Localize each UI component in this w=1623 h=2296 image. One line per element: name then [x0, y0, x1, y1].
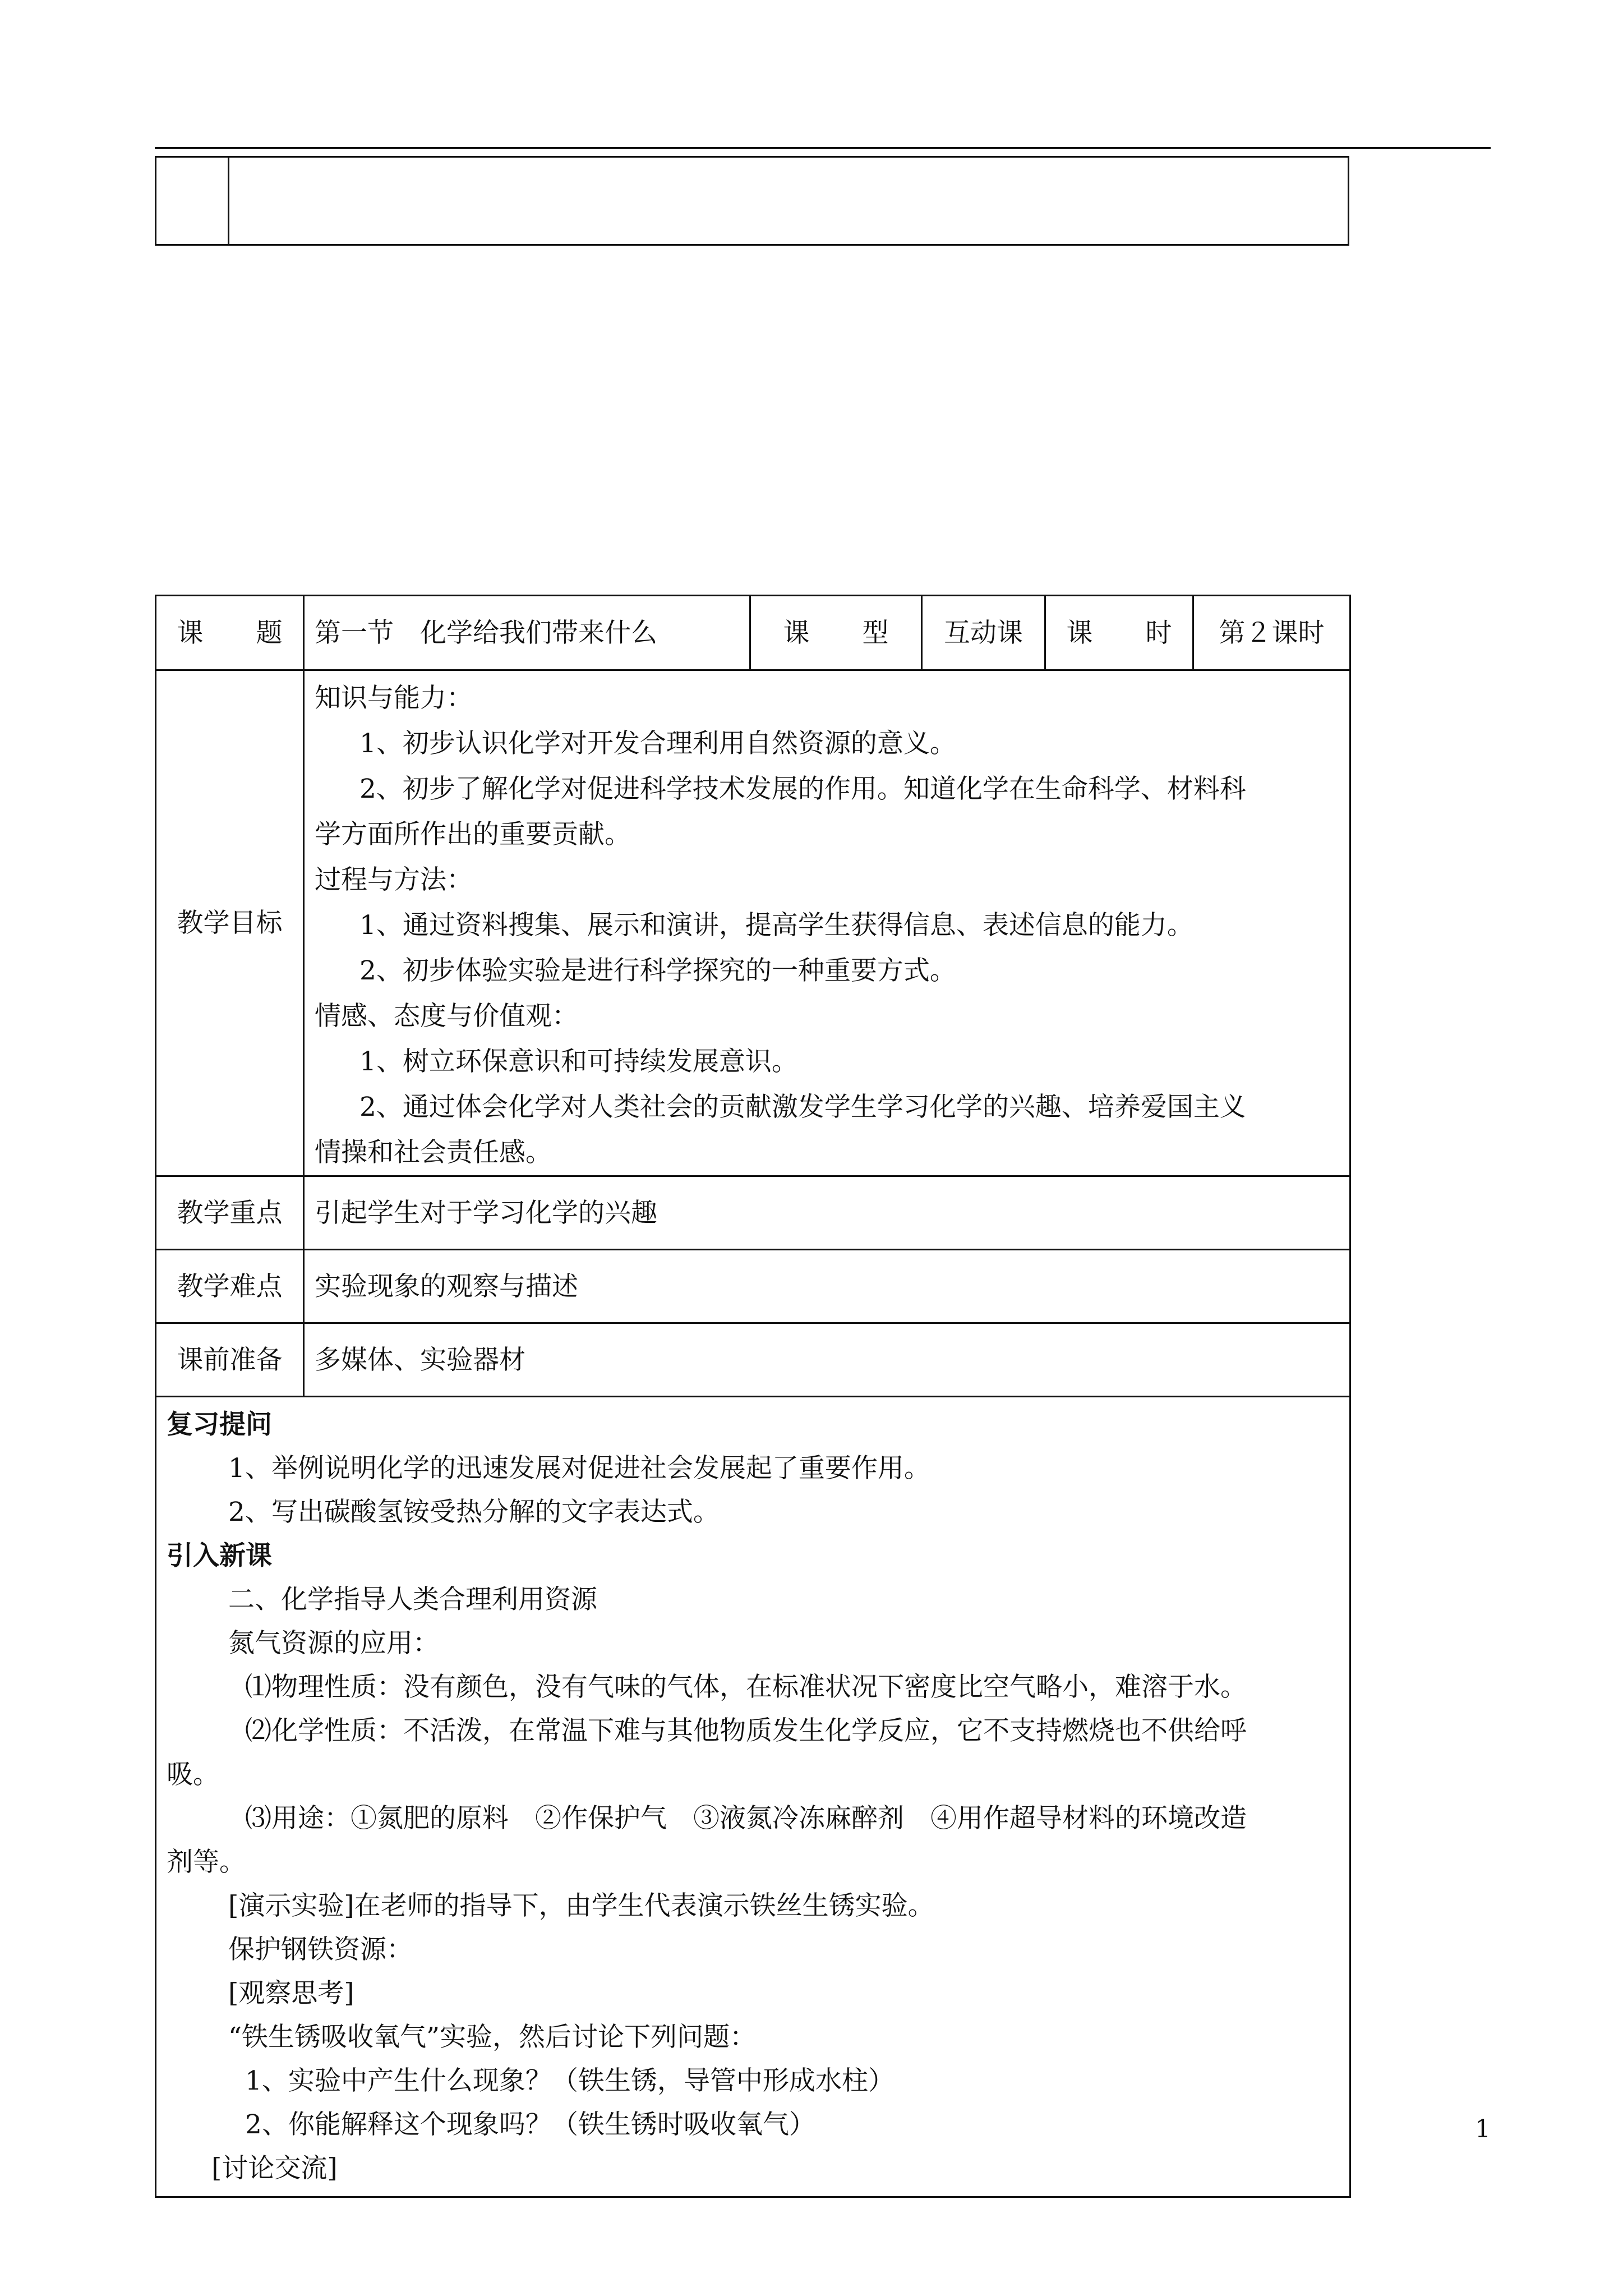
type-label: 课 型 — [750, 596, 922, 670]
goal-line: 1、树立环保意识和可持续发展意识。 — [359, 1046, 798, 1077]
hours-value: 第２课时 — [1193, 596, 1350, 670]
top-empty-table — [155, 156, 1349, 246]
key-point-row — [156, 1176, 1350, 1250]
section-title: 二、化学指导人类合理利用资源 — [228, 1584, 597, 1615]
goal-line: 2、通过体会化学对人类社会的贡献激发学生学习化学的兴趣、培养爱国主义 — [359, 1092, 1246, 1122]
lesson-row — [156, 1397, 1350, 2197]
lesson-plan-table — [155, 595, 1351, 2198]
review-title: 复习提问 — [167, 1409, 272, 1440]
key-point-value: 引起学生对于学习化学的兴趣 — [304, 1176, 1350, 1250]
goals-content — [304, 670, 1350, 1176]
question-1: 1、实验中产生什么现象？（铁生锈，导管中形成水柱） — [245, 2065, 895, 2096]
goals-label: 教学目标 — [156, 670, 304, 1176]
goal-line: 情操和社会责任感。 — [315, 1137, 552, 1168]
goal-line: 情感、态度与价值观： — [315, 1001, 578, 1032]
lesson-content — [156, 1397, 1350, 2197]
goals-row — [156, 670, 1350, 1176]
question-2: 2、你能解释这个现象吗？（铁生锈时吸收氧气） — [245, 2109, 815, 2140]
page-number: 1 — [1475, 2115, 1491, 2143]
top-table-divider — [228, 158, 229, 244]
observe-think: [观察思考] — [228, 1978, 354, 2009]
protect-steel: 保护钢铁资源： — [228, 1934, 413, 1965]
uses: ⑶用途：①氮肥的原料 ②作保护气 ③液氮冷冻麻醉剂 ④用作超导材料的环境改造 — [245, 1803, 1247, 1834]
uses-cont: 剂等。 — [167, 1847, 246, 1878]
topic-label: 课 题 — [156, 596, 304, 670]
preparation-value: 多媒体、实验器材 — [304, 1323, 1350, 1397]
difficulty-value: 实验现象的观察与描述 — [304, 1250, 1350, 1323]
chemical-properties: ⑵化学性质：不活泼，在常温下难与其他物质发生化学反应，它不支持燃烧也不供给呼 — [245, 1715, 1247, 1746]
review-item: 2、写出碳酸氢铵受热分解的文字表达式。 — [228, 1497, 720, 1527]
discussion: [讨论交流] — [211, 2153, 338, 2184]
key-point-label: 教学重点 — [156, 1176, 304, 1250]
hours-label: 课 时 — [1045, 596, 1193, 670]
preparation-row — [156, 1323, 1350, 1397]
type-value: 互动课 — [922, 596, 1045, 670]
goal-line: 学方面所作出的重要贡献。 — [315, 819, 631, 850]
goal-line: 过程与方法： — [315, 864, 473, 895]
intro-title: 引入新课 — [167, 1540, 272, 1571]
goal-line: 知识与能力： — [315, 683, 473, 714]
nitrogen-title: 氮气资源的应用： — [228, 1628, 439, 1659]
experiment-intro: “铁生锈吸收氧气”实验，然后讨论下列问题： — [228, 2022, 757, 2053]
goal-line: 1、通过资料搜集、展示和演讲，提高学生获得信息、表述信息的能力。 — [359, 910, 1193, 941]
goal-line: 2、初步了解化学对促进科学技术发展的作用。知道化学在生命科学、材料科 — [359, 774, 1246, 804]
goal-line: 1、初步认识化学对开发合理利用自然资源的意义。 — [359, 728, 956, 759]
header-row — [156, 596, 1350, 670]
chemical-properties-cont: 吸。 — [167, 1759, 219, 1790]
demo-experiment: [演示实验]在老师的指导下，由学生代表演示铁丝生锈实验。 — [228, 1890, 934, 1921]
physical-properties: ⑴物理性质：没有颜色，没有气味的气体，在标准状况下密度比空气略小，难溶于水。 — [245, 1672, 1247, 1703]
difficulty-label: 教学难点 — [156, 1250, 304, 1323]
header-rule — [155, 147, 1491, 149]
preparation-label: 课前准备 — [156, 1323, 304, 1397]
difficulty-row — [156, 1250, 1350, 1323]
review-item: 1、举例说明化学的迅速发展对促进社会发展起了重要作用。 — [228, 1453, 930, 1484]
topic-value: 第一节 化学给我们带来什么 — [304, 596, 750, 670]
goal-line: 2、初步体验实验是进行科学探究的一种重要方式。 — [359, 955, 956, 986]
